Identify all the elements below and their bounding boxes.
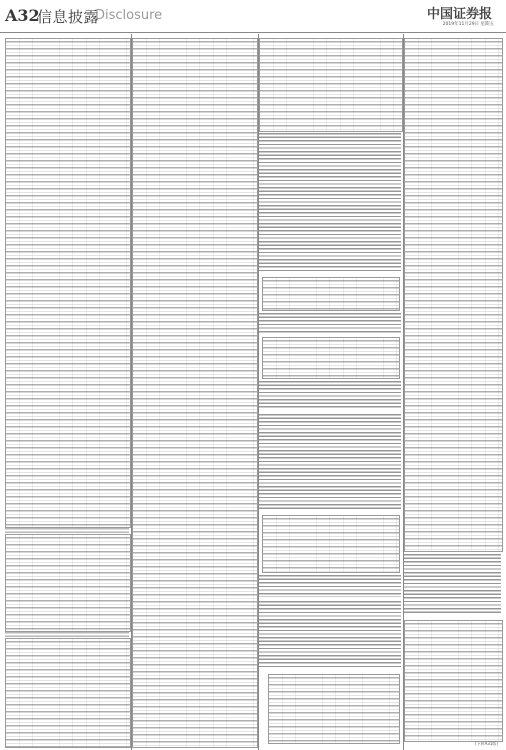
fund-table-left-2: [5, 534, 131, 632]
announcement-text-6: [259, 601, 401, 669]
section-subtitle: Disclosure: [95, 8, 163, 23]
announcement-text-5: [259, 575, 401, 597]
fund-table-left-3: [5, 638, 131, 748]
announcement-text-2: [259, 313, 401, 333]
section-title: 信息披露: [37, 8, 100, 26]
data-table-bottom-mid: [268, 674, 400, 744]
data-table-small-1: [262, 277, 400, 311]
disclosure-body: [0, 34, 506, 750]
announcement-text-right: [404, 554, 501, 614]
page-number: A32: [5, 6, 40, 25]
fund-table-far-right: [404, 38, 503, 552]
column-divider-3: [403, 34, 404, 750]
newspaper-masthead: 中国证券报: [426, 7, 492, 22]
fund-table-left: [5, 38, 131, 528]
data-table-small-2: [262, 337, 400, 379]
fund-table-middle: [132, 38, 258, 748]
column-divider-2: [258, 34, 259, 750]
announcement-text-3: [259, 381, 401, 409]
announcement-text-4: [259, 414, 401, 510]
announcement-text-1: [259, 133, 401, 273]
table-caption-left: [5, 528, 129, 533]
table-caption-left-2: [5, 632, 129, 637]
data-table-medium: [262, 515, 400, 573]
financial-table-right: [404, 620, 503, 742]
fund-table-right-top: [259, 38, 403, 132]
continuation-note: (下转A31版): [475, 741, 498, 746]
column-divider-1: [131, 34, 132, 750]
page-header: [0, 0, 506, 33]
issue-date: 2019年11月29日 星期五: [442, 22, 494, 27]
